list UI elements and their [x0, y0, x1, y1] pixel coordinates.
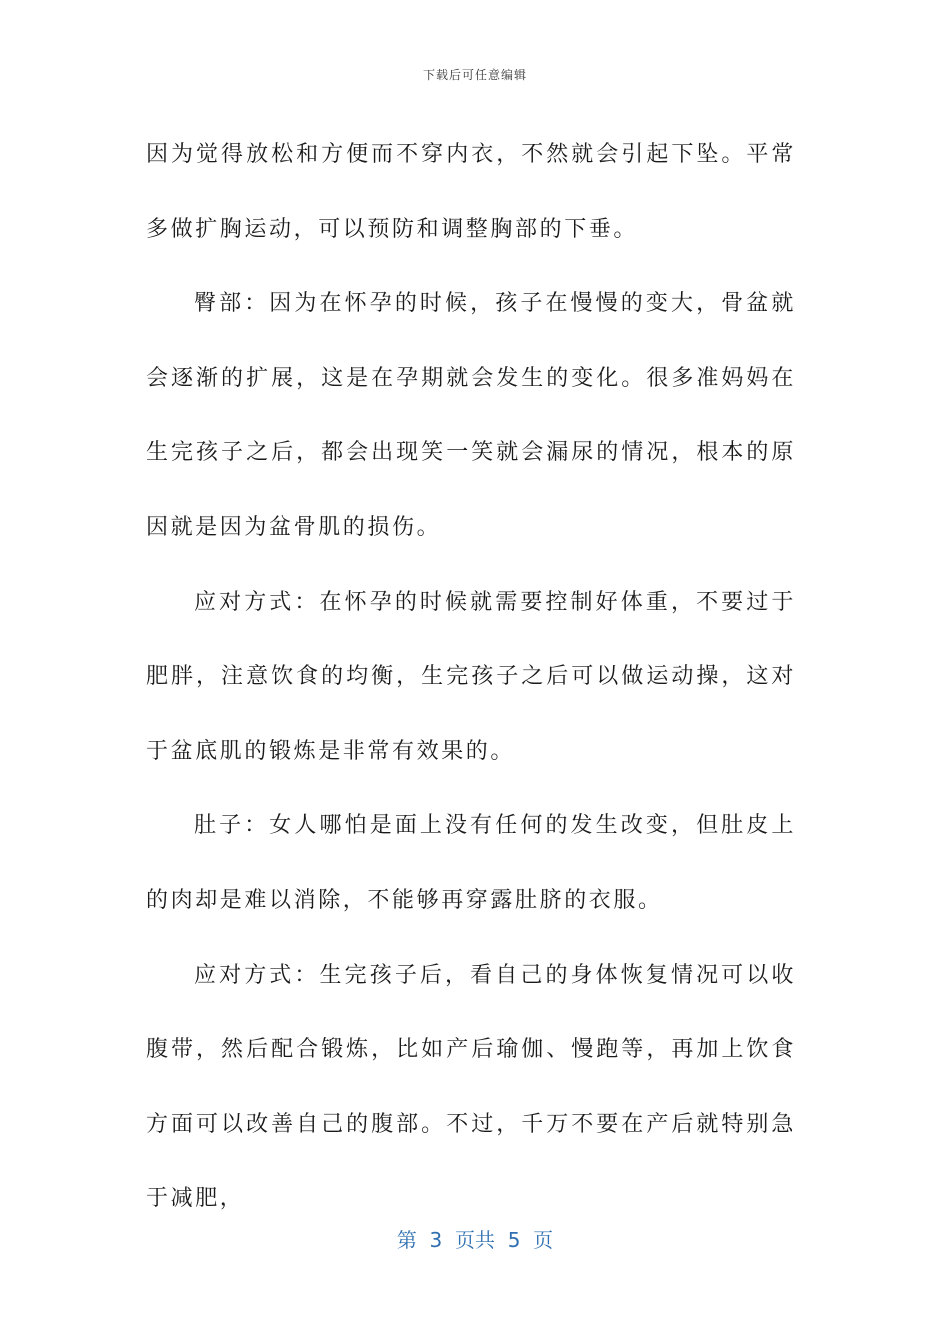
- paragraph-hip: 臀部：因为在怀孕的时候，孩子在慢慢的变大，骨盆就会逐渐的扩展，这是在孕期就会发生的变化。很多准妈妈在生完孩子之后，都会出现笑一笑就会漏尿的情况，根本的原因就是因为盆骨肌的损伤。: [146, 291, 796, 540]
- page-number-footer: 第 3 页共 5 页: [396, 1228, 554, 1252]
- paragraph-belly-response: 应对方式：生完孩子后，看自己的身体恢复情况可以收腹带，然后配合锻炼，比如产后瑜伽、慢跑等，再加上饮食方面可以改善自己的腹部。不过，千万不要在产后就特别急于减肥，: [146, 962, 796, 1212]
- paragraph-continuation: 因为觉得放松和方便而不穿内衣，不然就会引起下坠。平常多做扩胸运动，可以预防和调整胸部的下垂。: [146, 142, 796, 242]
- paragraph-belly: 肚子：女人哪怕是面上没有任何的发生改变，但肚皮上的肉却是难以消除，不能够再穿露肚脐的衣服。: [146, 813, 796, 913]
- paragraph-hip-response: 应对方式：在怀孕的时候就需要控制好体重，不要过于肥胖，注意饮食的均衡，生完孩子之后可以做运动操，这对于盆底肌的锻炼是非常有效果的。: [146, 589, 796, 764]
- page-header: 下载后可任意编辑: [422, 68, 527, 82]
- document-body: [146, 118, 796, 1237]
